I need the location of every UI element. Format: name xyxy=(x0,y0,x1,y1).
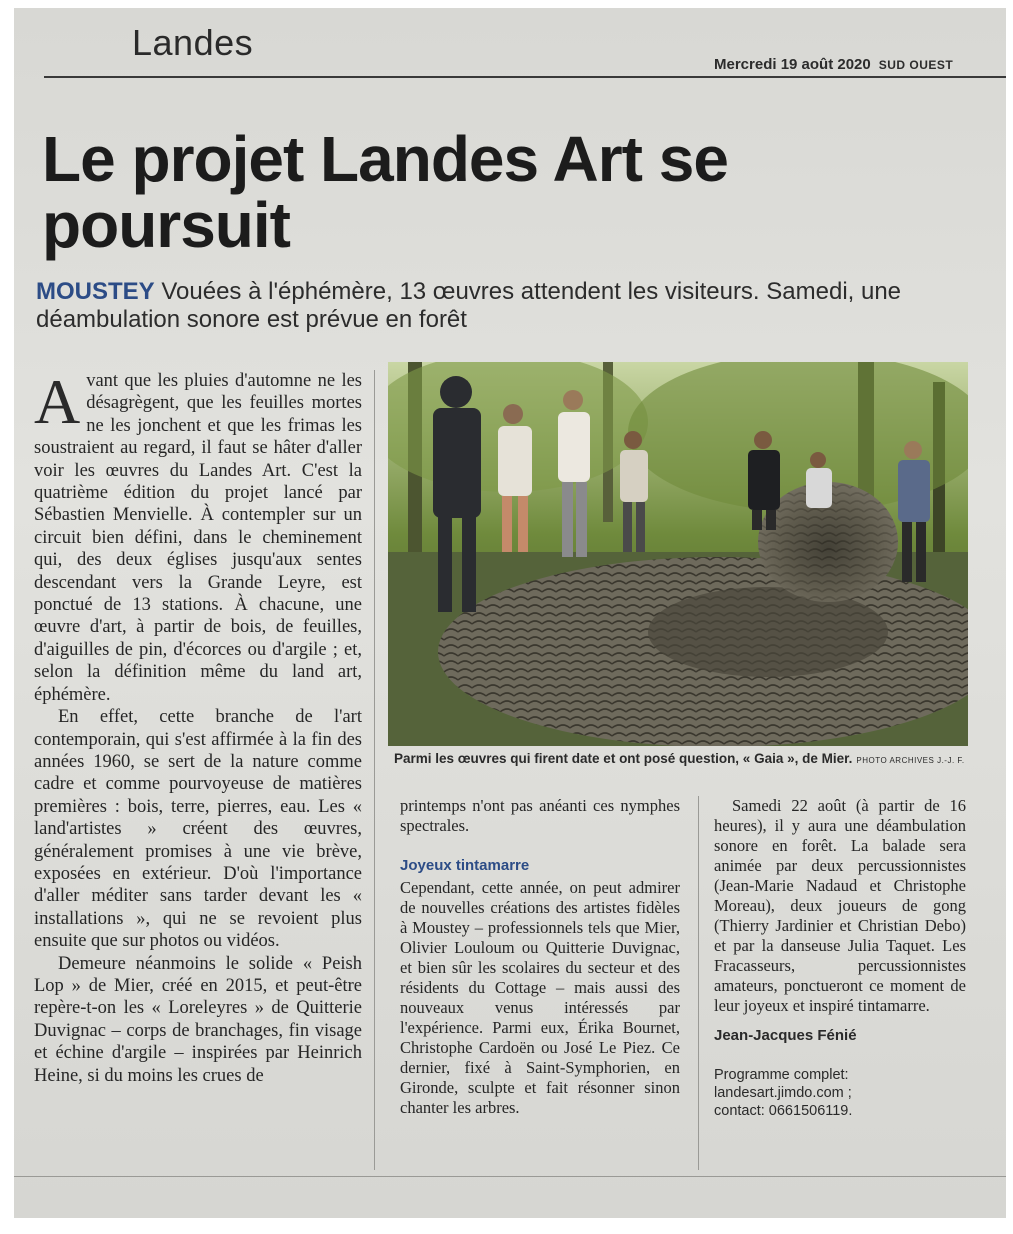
photo-credit: PHOTO ARCHIVES J.-J. F. xyxy=(856,756,965,765)
article-column-3 xyxy=(714,796,966,1120)
subheadline-text: Vouées à l'éphémère, 13 œuvres attendent les visiteurs. Samedi, une déambulation sonore est prévue en forêt xyxy=(36,278,902,333)
section-title: Landes xyxy=(132,22,254,63)
article-photo xyxy=(388,362,968,746)
drop-cap: A xyxy=(34,366,81,437)
article-column-1 xyxy=(34,366,362,1087)
bottom-rule xyxy=(14,1176,1006,1177)
photo-caption xyxy=(394,750,974,770)
paragraph-4: printemps n'ont pas anéanti ces nymphes spectrales. xyxy=(400,796,680,835)
article-column-2 xyxy=(400,796,680,1118)
paragraph-5: Cependant, cette année, on peut admirer de nouvelles créations des artistes fidèles à Moustey – professionnels tels que Mier, Olivier Louloum ou Quitterie Duvignac, et bien sûr les scolaires du secteur et des résidents du Cottage – mais aussi des nouveaux venus intéressés par l'expérience. Parmi eux, Érika Bournet, Christophe Cardoën ou José Le Piez. Ce dernier, fixé à Saint-Symphorien, en Gironde, sculpte et fait résonner sinon chanter les arbres. xyxy=(400,878,680,1117)
program-line-1: Programme complet: xyxy=(714,1067,849,1083)
author-signature: Jean-Jacques Fénié xyxy=(714,1027,857,1044)
forest-land-art-photo xyxy=(388,362,968,746)
newspaper-brand: SUD OUEST xyxy=(878,58,954,72)
paragraph-1-text: vant que les pluies d'automne ne les désagrègent, que les feuilles mortes ne les jonchent et que les frimas les soustraient au regard, il faut se hâter d'aller voir les œuvres du Landes Art. C'est la quatrième édition du projet lancé par Sébastien Menvielle. À contempler sur un circuit bien défini, dans le cheminement qui, des deux églises jusqu'aux sentes descendant vers la Grande Leyre, est ponctué de 13 stations. À chacune, une œuvre d'art, à partir de bois, de feuilles, d'aiguilles de pin, d'écorces ou d'argile ; et, selon la définition même du land art, éphémère. xyxy=(34,371,362,705)
paragraph-1 xyxy=(34,366,362,706)
program-website: landesart.jimdo.com ; xyxy=(714,1085,852,1101)
header-rule xyxy=(44,76,1006,78)
paragraph-6: Samedi 22 août (à partir de 16 heures), il y aura une déambulation sonore en forêt. La balade sera animée par deux percussionnistes (Jean-Marie Nadaud et Christophe Moreau), deux joueurs de gong (Thierry Jardinier et Christian Debo) et par la danseuse Julia Taquet. Les Fracasseurs, percussionnistes amateurs, ponctueront ce moment de leur joyeux et inspiré tintamarre. xyxy=(714,796,966,1015)
subheadline xyxy=(36,278,996,334)
section-subtitle: Joyeux tintamarre xyxy=(400,857,530,874)
paragraph-2: En effet, cette branche de l'art contemporain, qui s'est affirmée à la fin des années 1960, se sert de la nature comme cadre et comme pourvoyeuse de matières premières : bois, terre, pierres, eau. Les « land'artistes » créent des œuvres, généralement promises à une vie brève, exposées en extérieur. D'où l'importance d'aller méditer sans tarder devant les « installations », qui ne se revoient plus ensuite que sur photos ou vidéos. xyxy=(34,707,362,952)
column-divider-2 xyxy=(698,796,699,1170)
paragraph-3: Demeure néanmoins le solide « Peish Lop » de Mier, créé en 2015, et peut-être repère-t-on les « Loreleyres » de Quitterie Duvignac – corps de branchages, fin visage et échine d'argile – inspirées par Heinrich Heine, si du moins les crues de xyxy=(34,953,362,1086)
program-contact: contact: 0661506119. xyxy=(714,1103,853,1119)
caption-text: Parmi les œuvres qui firent date et ont posé question, « Gaia », de Mier. xyxy=(394,751,853,766)
newspaper-page xyxy=(14,8,1006,1218)
date: Mercredi 19 août 2020 xyxy=(714,56,871,73)
location-kicker: MOUSTEY xyxy=(36,278,155,305)
column-divider-1 xyxy=(374,370,375,1170)
headline: Le projet Landes Art se poursuit xyxy=(42,123,728,261)
program-info xyxy=(714,1066,966,1120)
dateline xyxy=(714,56,953,73)
